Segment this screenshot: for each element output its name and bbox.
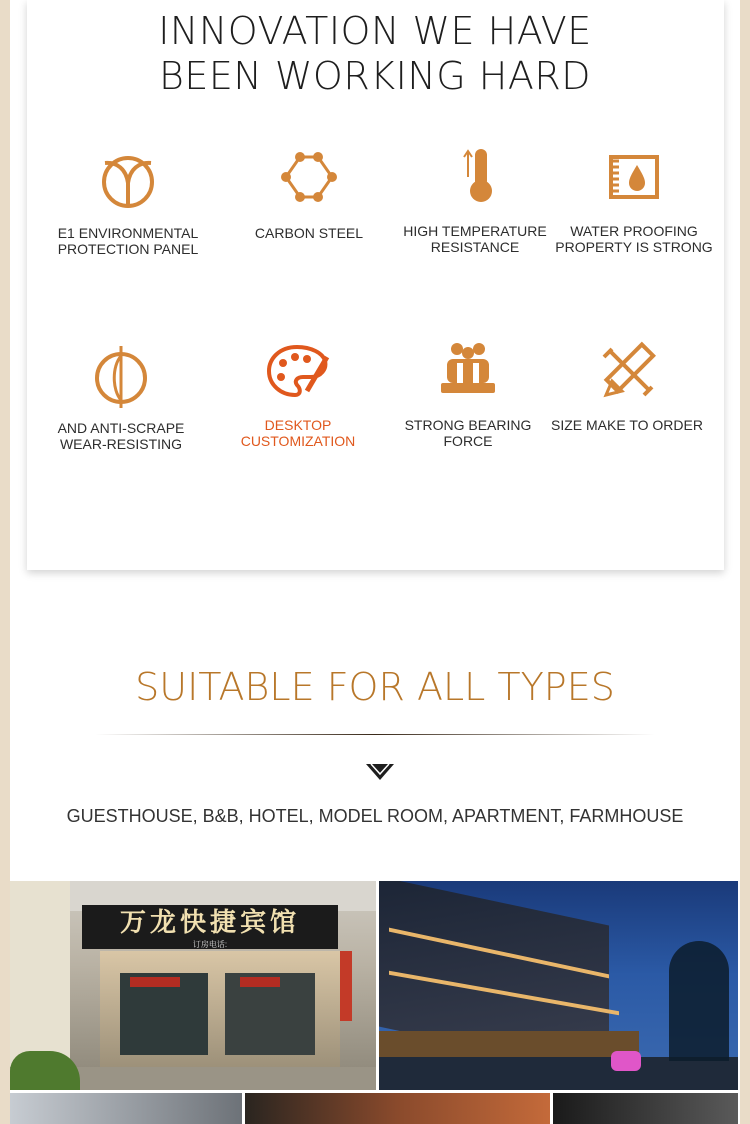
suitable-title: SUITABLE FOR ALL TYPES	[135, 665, 615, 709]
feature-label: STRONG BEARING FORCE	[404, 417, 532, 449]
hotel-sign	[82, 905, 338, 949]
feature-high-temperature	[390, 143, 560, 255]
molecule-icon	[274, 145, 344, 215]
people-icon	[433, 337, 503, 407]
feature-anti-scrape	[36, 340, 206, 452]
feature-label: SIZE MAKE TO ORDER	[551, 417, 703, 433]
section-divider	[95, 734, 655, 735]
guesthouse-photo	[10, 881, 376, 1090]
wear-circle-icon	[86, 340, 156, 410]
innovation-title-line1: INNOVATION WE HAVE	[158, 9, 592, 53]
feature-label: DESKTOP CUSTOMIZATION	[240, 417, 356, 449]
hotel-sign-subtext: 订房电话:	[192, 940, 228, 949]
feature-label: HIGH TEMPERATURE RESISTANCE	[403, 223, 547, 255]
feature-water-proofing	[549, 143, 719, 255]
chevron-down-icon	[365, 762, 395, 782]
hotel-sign-text: 万龙快捷宾馆	[119, 908, 300, 938]
feature-carbon-steel	[224, 145, 394, 241]
feature-desktop-customization	[213, 337, 383, 449]
building-photo-3	[553, 1093, 738, 1124]
water-drop-icon	[599, 143, 669, 213]
feature-e1-panel	[43, 145, 213, 257]
suitable-types-text: GUESTHOUSE, B&B, HOTEL, MODEL ROOM, APARTMENT, FARMHOUSE	[66, 806, 684, 826]
feature-label: CARBON STEEL	[254, 225, 364, 241]
feature-size-to-order	[542, 337, 712, 433]
thermometer-icon	[440, 143, 510, 213]
left-side-band	[0, 0, 10, 1124]
building-photo-1	[10, 1093, 242, 1124]
building-photo-2	[245, 1093, 550, 1124]
feature-strong-bearing	[383, 337, 553, 449]
leaf-icon	[93, 145, 163, 215]
palette-icon	[263, 337, 333, 407]
innovation-title-line2: BEEN WORKING HARD	[158, 54, 592, 98]
pencil-ruler-icon	[592, 337, 662, 407]
feature-label: WATER PROOFING PROPERTY IS STRONG	[555, 223, 713, 255]
feature-label: E1 ENVIRONMENTAL PROTECTION PANEL	[57, 225, 199, 257]
feature-label: AND ANTI-SCRAPE WEAR-RESISTING	[57, 420, 185, 452]
hotel-photo	[379, 881, 738, 1090]
right-side-band	[740, 0, 750, 1124]
